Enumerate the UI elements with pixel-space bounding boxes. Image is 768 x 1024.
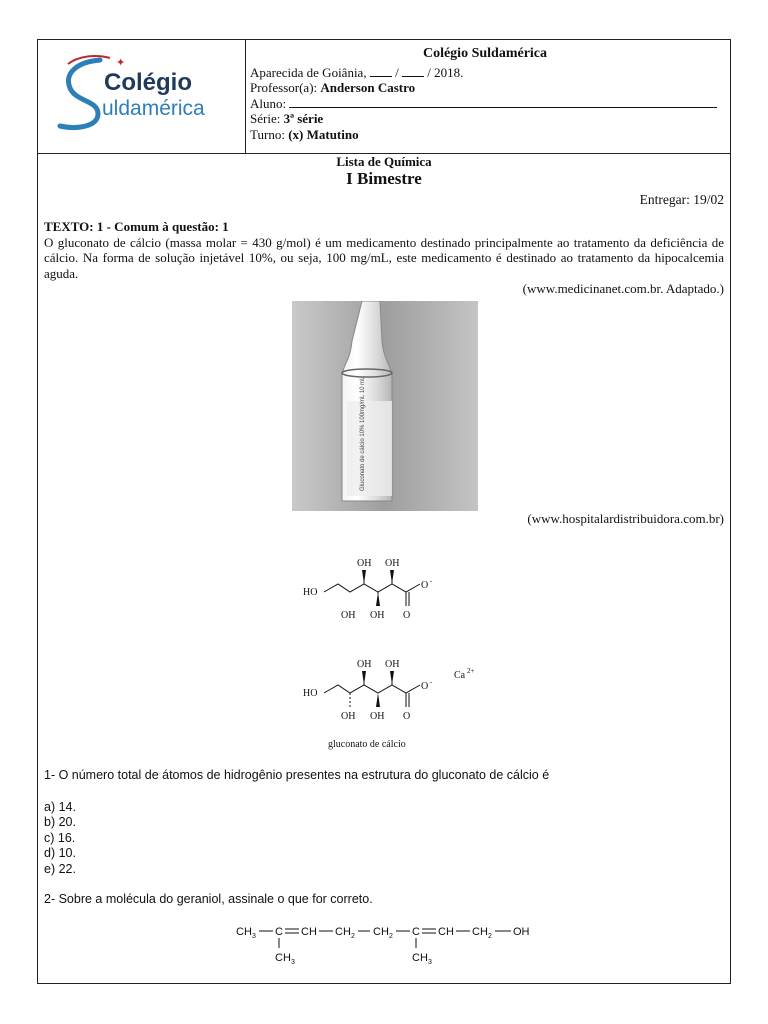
logo-line1: Colégio (104, 69, 192, 96)
svg-text:-: - (430, 678, 433, 686)
svg-text:2: 2 (351, 933, 355, 940)
student-name-field[interactable] (289, 97, 717, 108)
month-blank[interactable] (402, 66, 424, 77)
svg-text:3: 3 (252, 933, 256, 940)
svg-text:CH: CH (301, 926, 317, 938)
ampoule-label: Gluconato de cálcio 10% 100mg/mL 10 mL (360, 376, 366, 491)
list-title: Lista de Química (336, 154, 432, 169)
teacher-name: Anderson Castro (320, 80, 416, 95)
term-title: I Bimestre (346, 168, 422, 188)
oh-label-1: OH (357, 558, 372, 569)
svg-text:OH: OH (385, 558, 400, 569)
svg-text:2: 2 (389, 933, 393, 940)
svg-text:OH: OH (370, 610, 385, 621)
svg-text:OH: OH (357, 659, 372, 670)
svg-text:HO: HO (303, 587, 318, 598)
svg-text:CH: CH (412, 952, 428, 964)
svg-text:-: - (430, 577, 433, 585)
gluconate-structure (278, 539, 518, 754)
due-date: Entregar: 19/02 (639, 191, 724, 207)
svg-text:OH: OH (385, 659, 400, 670)
date-line: Aparecida de Goiânia, / / 2018. (250, 64, 464, 80)
school-name: Colégio Suldamérica (422, 46, 548, 61)
svg-text:3: 3 (428, 959, 432, 965)
shift-line: Turno: (x) Matutino (250, 126, 359, 142)
question-2 (44, 892, 724, 908)
svg-text:CH: CH (472, 926, 488, 938)
svg-text:O: O (421, 580, 429, 591)
header-info (250, 46, 720, 142)
svg-text:O: O (421, 681, 429, 692)
ampoule-photo (292, 301, 478, 511)
source-medicinanet: (www.medicinanet.com.br. Adaptado.) (522, 281, 724, 296)
logo-mark (38, 40, 245, 153)
grade-line: Série: 3ª série (250, 111, 324, 126)
svg-text:C: C (275, 926, 283, 938)
svg-text:HO: HO (303, 688, 318, 699)
day-blank[interactable] (370, 66, 392, 77)
svg-text:CH: CH (335, 926, 351, 938)
teacher-line: Professor(a): Anderson Castro (250, 80, 416, 95)
logo (38, 40, 246, 153)
svg-text:O: O (403, 610, 411, 621)
svg-text:OH: OH (341, 610, 356, 621)
structure-caption: gluconato de cálcio (328, 739, 406, 750)
question-1-prompt: 1- O número total de átomos de hidrogênio presentes na estrutura do gluconato de cálcio é (44, 768, 550, 782)
svg-text:OH: OH (513, 926, 530, 938)
header (38, 40, 730, 154)
star-icon: ✦ (116, 57, 126, 69)
text-paragraph: O gluconato de cálcio (massa molar = 430 g/mol) é um medicamento destinado principalmente ao tratamento da deficiência de cálcio. Na forma de solução injetável 10%, ou seja, 100 mg/mL, este medicamento é destinado ao tratamento da hipocalcemia aguda. (44, 234, 724, 281)
option-a[interactable]: a) 14. (44, 799, 76, 814)
svg-text:OH: OH (370, 711, 385, 722)
source-hospitalar: (www.hospitalardistribuidora.com.br) (527, 511, 724, 526)
geraniol-formula (236, 920, 546, 965)
svg-text:OH: OH (341, 711, 356, 722)
student-line: Aluno: (250, 96, 720, 112)
option-c[interactable]: c) 16. (44, 830, 76, 845)
svg-text:3: 3 (291, 959, 295, 965)
svg-text:CH: CH (236, 926, 252, 938)
svg-text:Ca: Ca (454, 670, 466, 681)
svg-text:C: C (412, 926, 420, 938)
option-d[interactable]: d) 10. (44, 846, 76, 860)
svg-text:O: O (403, 711, 411, 722)
svg-text:2: 2 (488, 933, 492, 940)
svg-text:2+: 2+ (467, 667, 475, 675)
svg-text:CH: CH (438, 926, 454, 938)
document-frame (37, 39, 731, 984)
option-e[interactable]: e) 22. (44, 861, 76, 876)
question-1 (44, 768, 724, 877)
text-heading: TEXTO: 1 - Comum à questão: 1 (44, 219, 229, 234)
document-body (44, 153, 724, 297)
svg-text:CH: CH (275, 952, 291, 964)
option-b[interactable]: b) 20. (44, 815, 76, 829)
question-2-prompt: 2- Sobre a molécula do geraniol, assinale o que for correto. (44, 892, 373, 906)
logo-line2: uldamérica (102, 97, 205, 120)
svg-text:CH: CH (373, 926, 389, 938)
